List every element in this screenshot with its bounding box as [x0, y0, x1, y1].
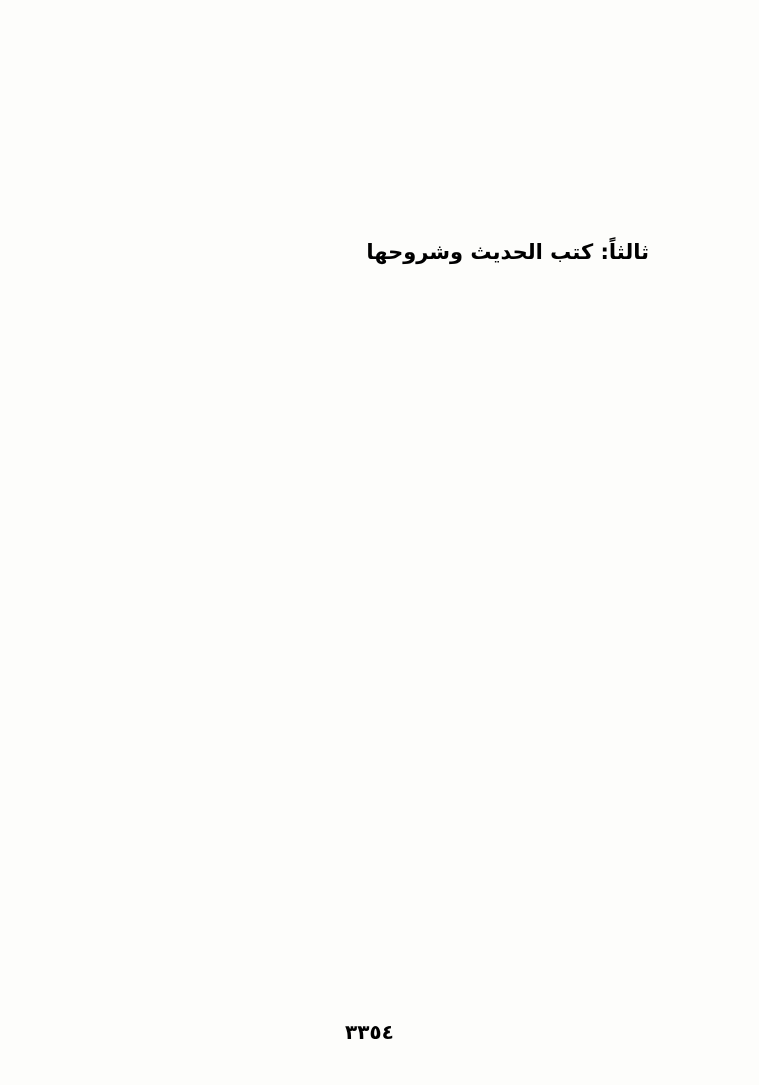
page-number: ٣٣٥٤ — [345, 1020, 394, 1044]
section-heading: ثالثاً: كتب الحديث وشروحها — [366, 240, 649, 264]
